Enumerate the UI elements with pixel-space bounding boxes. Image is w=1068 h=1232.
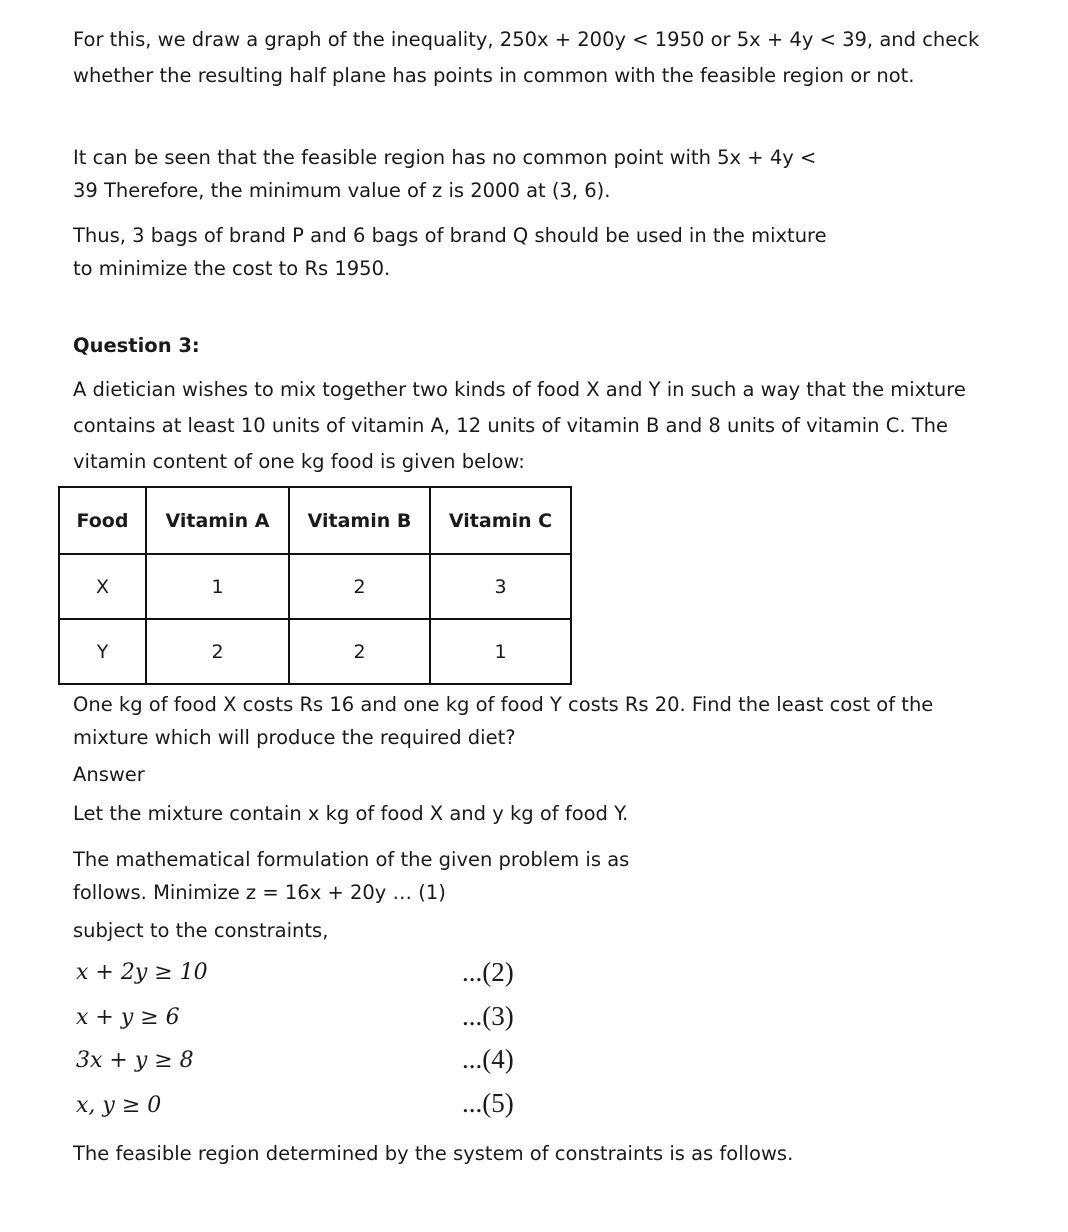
- table-cell: X: [59, 554, 146, 619]
- vitamin-table: [58, 486, 572, 685]
- table-cell: Y: [59, 619, 146, 684]
- answer-label: Answer: [73, 763, 145, 786]
- table-header-cell: Food: [59, 487, 146, 554]
- intro-result-line-1: Thus, 3 bags of brand P and 6 bags of brand Q should be used in the mixture: [73, 224, 827, 247]
- intro-conclusion-line-1: It can be seen that the feasible region has no common point with 5x + 4y <: [73, 146, 817, 169]
- question-text: A dietician wishes to mix together two kinds of food X and Y in such a way that the mixture contains at least 10 units of vitamin A, 12 units of vitamin B and 8 units of vitamin C. The vitamin content of one kg food is given below:: [73, 378, 966, 473]
- table-cell: 2: [289, 554, 430, 619]
- intro-paragraph: For this, we draw a graph of the inequality, 250x + 200y < 1950 or 5x + 4y < 39, and check whether the resulting half plane has points in common with the feasible region or not.: [73, 28, 980, 87]
- table-cell: 3: [430, 554, 571, 619]
- constraints-intro: subject to the constraints,: [73, 919, 329, 942]
- table-header-cell: Vitamin A: [146, 487, 289, 554]
- equation-tag: ...(3): [462, 1001, 514, 1031]
- equation-tag: ...(4): [462, 1044, 514, 1074]
- formulation-line-2: follows. Minimize z = 16x + 20y … (1): [73, 881, 446, 904]
- constraint-expression: x + y ≥ 6: [76, 1005, 180, 1030]
- equation-tag: ...(5): [462, 1088, 514, 1118]
- formulation-line-1: The mathematical formulation of the given problem is as: [73, 848, 630, 871]
- intro-conclusion-line-2: 39 Therefore, the minimum value of z is 2000 at (3, 6).: [73, 179, 611, 202]
- table-cell: 1: [430, 619, 571, 684]
- table-header-cell: Vitamin C: [430, 487, 571, 554]
- table-header-cell: Vitamin B: [289, 487, 430, 554]
- constraint-expression: 3x + y ≥ 8: [76, 1048, 194, 1073]
- closing-sentence: The feasible region determined by the system of constraints is as follows.: [73, 1142, 794, 1165]
- intro-result-line-2: to minimize the cost to Rs 1950.: [73, 257, 391, 280]
- answer-intro: Let the mixture contain x kg of food X and y kg of food Y.: [73, 802, 629, 825]
- constraint-expression: x, y ≥ 0: [76, 1093, 162, 1118]
- table-header-row: [59, 487, 571, 554]
- table-row: [59, 619, 571, 684]
- question-cost-text: One kg of food X costs Rs 16 and one kg of food Y costs Rs 20. Find the least cost of the mixture which will produce the required diet?: [73, 693, 934, 749]
- table-cell: 1: [146, 554, 289, 619]
- table-cell: 2: [289, 619, 430, 684]
- equation-tag: ...(2): [462, 957, 514, 987]
- question-heading: Question 3:: [73, 334, 200, 357]
- constraint-expression: x + 2y ≥ 10: [76, 960, 208, 985]
- table-cell: 2: [146, 619, 289, 684]
- table-row: [59, 554, 571, 619]
